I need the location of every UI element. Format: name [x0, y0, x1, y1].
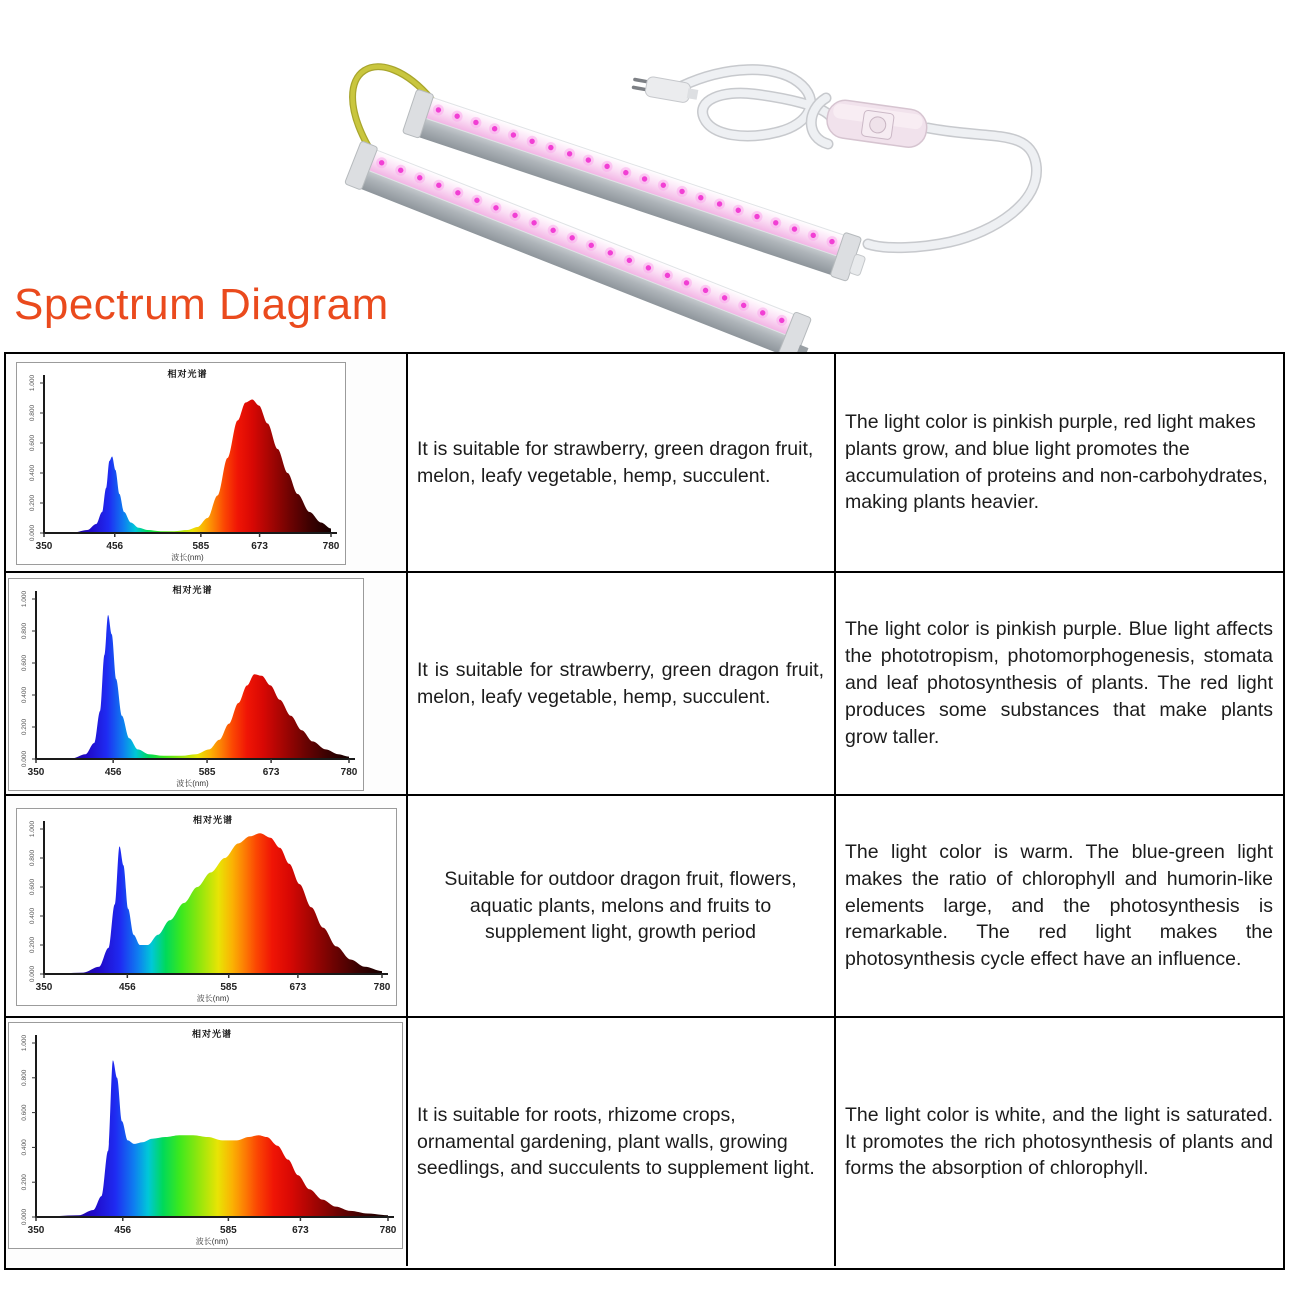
- svg-text:1.000: 1.000: [29, 820, 36, 838]
- svg-text:0.000: 0.000: [29, 965, 36, 983]
- svg-text:0.800: 0.800: [29, 404, 36, 422]
- spectrum-chart-2: [9, 579, 363, 790]
- svg-text:0.400: 0.400: [21, 1139, 28, 1156]
- svg-text:456: 456: [106, 541, 124, 552]
- svg-text:0.600: 0.600: [29, 434, 36, 452]
- spectrum-chart-box-3: [16, 808, 397, 1006]
- light-color-text-3: The light color is warm. The blue-green light makes the ratio of chlorophyll and humorin-like elements large, and the photosynthesis is remarkable. The red light makes the photosynthesis cycle effect have an influence.: [845, 840, 1273, 971]
- spectrum-chart-3: [17, 809, 396, 1005]
- svg-text:0.800: 0.800: [29, 849, 36, 867]
- table-cell-suitability-1: [408, 354, 836, 573]
- svg-text:相对光谱: 相对光谱: [172, 585, 213, 595]
- table-cell-chart-1: [6, 354, 408, 573]
- suitability-text-3: Suitable for outdoor dragon fruit, flowers, aquatic plants, melons and fruits to supplement light, growth period: [444, 867, 797, 944]
- table-cell-chart-4: [6, 1018, 408, 1266]
- grow-light-tubes-image: [330, 36, 1293, 354]
- svg-text:0.200: 0.200: [29, 936, 36, 954]
- table-cell-lightcolor-1: [836, 354, 1283, 573]
- spectrum-chart-box-1: [16, 362, 346, 565]
- svg-text:673: 673: [251, 541, 268, 552]
- svg-text:0.000: 0.000: [29, 524, 36, 542]
- table-cell-lightcolor-3: [836, 796, 1283, 1018]
- suitability-text-4: It is suitable for roots, rhizome crops, ornamental gardening, plant walls, growing seedlings, and succulents to supplement light.: [417, 1103, 815, 1180]
- svg-text:波长(nm): 波长(nm): [196, 994, 230, 1003]
- svg-text:0.600: 0.600: [21, 654, 28, 672]
- svg-text:673: 673: [289, 982, 307, 993]
- svg-text:0.200: 0.200: [29, 494, 36, 512]
- svg-text:0.000: 0.000: [21, 750, 28, 768]
- svg-text:相对光谱: 相对光谱: [191, 1029, 233, 1039]
- svg-text:585: 585: [220, 1225, 237, 1236]
- svg-text:780: 780: [340, 767, 358, 778]
- page-title: Spectrum Diagram: [14, 280, 389, 329]
- svg-text:0.800: 0.800: [21, 622, 28, 640]
- table-cell-chart-2: [6, 573, 408, 796]
- svg-text:456: 456: [118, 982, 136, 993]
- svg-text:585: 585: [192, 541, 210, 552]
- svg-text:0.800: 0.800: [21, 1069, 28, 1086]
- svg-text:585: 585: [220, 982, 238, 993]
- svg-text:0.600: 0.600: [29, 878, 36, 896]
- table-cell-lightcolor-4: [836, 1018, 1283, 1266]
- spectrum-chart-box-4: [8, 1022, 403, 1249]
- light-color-text-2: The light color is pinkish purple. Blue light affects the phototropism, photomorphogenesis, stomata and leaf photosynthesis of plants. The red light produces some substances that make plants grow taller.: [845, 618, 1273, 748]
- svg-text:350: 350: [35, 982, 53, 993]
- svg-text:350: 350: [35, 541, 53, 552]
- svg-text:456: 456: [114, 1225, 132, 1236]
- svg-text:673: 673: [262, 767, 280, 778]
- inline-switch: [825, 98, 929, 150]
- svg-text:350: 350: [27, 767, 45, 778]
- svg-text:0.400: 0.400: [29, 464, 36, 482]
- svg-text:波长(nm): 波长(nm): [171, 553, 204, 562]
- svg-text:1.000: 1.000: [21, 590, 28, 608]
- svg-text:780: 780: [322, 541, 340, 552]
- svg-text:673: 673: [292, 1225, 309, 1236]
- svg-text:波长(nm): 波长(nm): [195, 1237, 229, 1246]
- svg-text:0.200: 0.200: [21, 1174, 28, 1191]
- table-cell-suitability-3: [408, 796, 836, 1018]
- svg-text:0.400: 0.400: [21, 686, 28, 704]
- svg-text:456: 456: [104, 767, 122, 778]
- svg-text:585: 585: [198, 767, 216, 778]
- spectrum-chart-4: [9, 1023, 402, 1248]
- svg-text:相对光谱: 相对光谱: [167, 369, 208, 379]
- product-illustration: [330, 36, 1293, 354]
- svg-text:780: 780: [373, 982, 391, 993]
- table-cell-lightcolor-2: [836, 573, 1283, 796]
- spectrum-table: [4, 352, 1285, 1270]
- suitability-text-2: It is suitable for strawberry, green dragon fruit, melon, leafy vegetable, hemp, succulent.: [417, 658, 824, 708]
- svg-text:0.400: 0.400: [29, 907, 36, 925]
- light-color-text-4: The light color is white, and the light is saturated. It promotes the rich photosynthesis of plants and forms the absorption of chlorophyll.: [845, 1103, 1273, 1180]
- svg-text:波长(nm): 波长(nm): [176, 779, 209, 788]
- spectrum-chart-box-2: [8, 578, 364, 791]
- table-cell-suitability-2: [408, 573, 836, 796]
- table-cell-suitability-4: [408, 1018, 836, 1266]
- svg-text:0.600: 0.600: [21, 1104, 28, 1121]
- svg-text:780: 780: [379, 1225, 397, 1236]
- light-color-text-1: The light color is pinkish purple, red light makes plants grow, and blue light promotes the accumulation of proteins and non-carbohydrates, making plants heavier.: [845, 410, 1268, 514]
- svg-text:相对光谱: 相对光谱: [192, 815, 234, 825]
- table-cell-chart-3: [6, 796, 408, 1018]
- suitability-text-1: It is suitable for strawberry, green dragon fruit, melon, leafy vegetable, hemp, succulent.: [417, 437, 814, 487]
- svg-text:350: 350: [27, 1225, 45, 1236]
- svg-text:0.000: 0.000: [21, 1208, 28, 1226]
- svg-text:1.000: 1.000: [29, 374, 36, 392]
- svg-text:0.200: 0.200: [21, 718, 28, 736]
- spectrum-chart-1: [17, 363, 345, 564]
- svg-text:1.000: 1.000: [21, 1034, 28, 1052]
